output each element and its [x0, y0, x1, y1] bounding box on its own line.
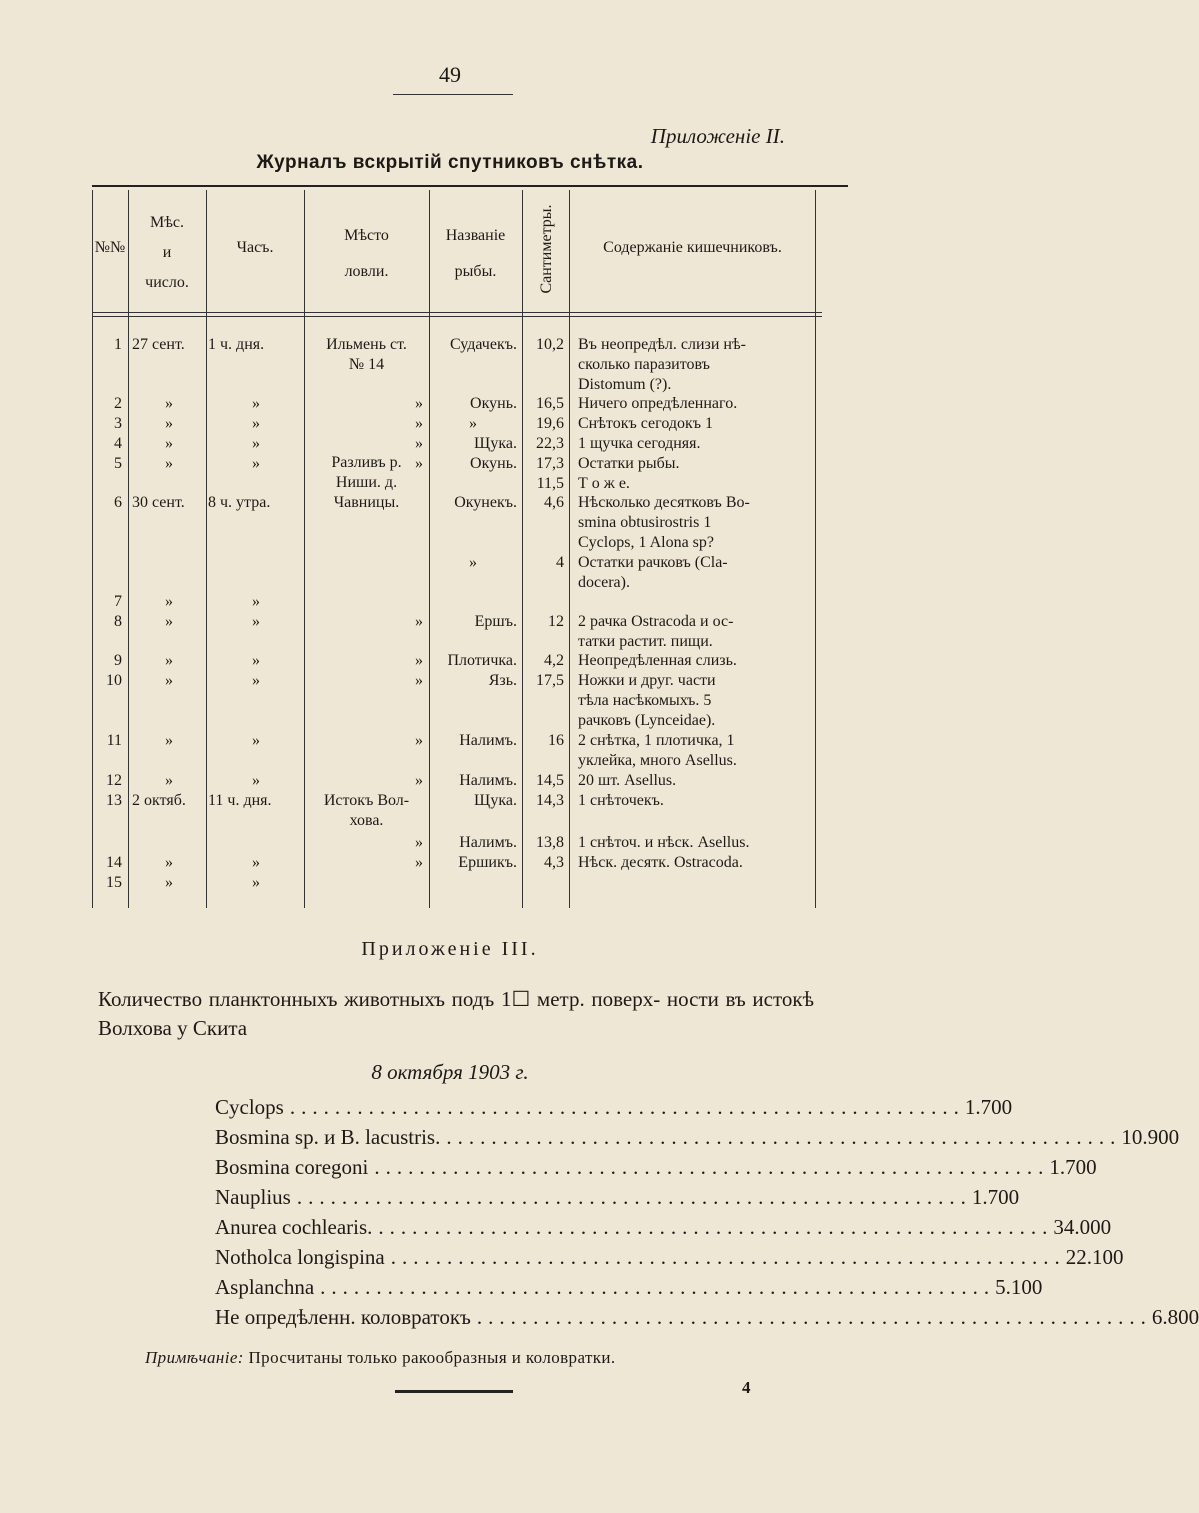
cell-date: » — [165, 395, 173, 412]
cell-contents: тѣла насѣкомыхъ. 5 — [578, 692, 712, 709]
cell-fish: » — [469, 415, 477, 432]
plankton-count: 22.100 — [1065, 1245, 1124, 1269]
leader-dots: ............................................................ — [476, 1305, 1152, 1329]
cell-place: » — [415, 613, 423, 630]
plankton-row — [215, 1245, 1124, 1275]
col-divider — [569, 190, 570, 908]
col-divider — [206, 190, 207, 908]
plankton-row — [215, 1275, 1043, 1305]
cell-cm: 10,2 — [536, 336, 564, 353]
cell-date: » — [165, 772, 173, 789]
cell-date: » — [165, 652, 173, 669]
cell-fish: Щука. — [474, 792, 517, 809]
cell-contents: 2 снѣтка, 1 плотичка, 1 — [578, 732, 735, 749]
cell-date: » — [165, 415, 173, 432]
cell-fish: Налимъ. — [459, 732, 517, 749]
cell-place: Ильмень ст. — [326, 336, 407, 353]
row-number: 6 — [114, 494, 122, 511]
leader-dots: ............................................................ — [374, 1155, 1050, 1179]
cell-date: » — [165, 732, 173, 749]
row-number: 15 — [106, 874, 122, 891]
appendix3-date: 8 октября 1903 г. — [371, 1060, 529, 1084]
cell-date: 30 сент. — [132, 494, 185, 511]
cell-contents: 1 снѣточ. и нѣск. Asellus. — [578, 834, 750, 851]
header-cm: Сантиметры. — [538, 204, 555, 294]
cell-date: » — [165, 874, 173, 891]
cell-contents: Нѣсколько десятковъ Bo- — [578, 494, 750, 511]
cell-cm: 13,8 — [536, 834, 564, 851]
leader-dots: ............................................................ — [320, 1275, 996, 1299]
row-number: 11 — [106, 732, 122, 749]
row-number: 4 — [114, 435, 122, 452]
cell-fish: Ершъ. — [474, 613, 517, 630]
plankton-name: Asplanchna — [215, 1275, 315, 1299]
plankton-row — [215, 1305, 1199, 1335]
row-number: 7 — [114, 593, 122, 610]
cell-hour: » — [252, 652, 260, 669]
cell-cm: 14,5 — [536, 772, 564, 789]
cell-hour: » — [252, 874, 260, 891]
cell-contents: Distomum (?). — [578, 376, 672, 393]
cell-cm: 16,5 — [536, 395, 564, 412]
plankton-count: 6.800 — [1151, 1305, 1199, 1329]
cell-contents: Cyclops, 1 Alona sp? — [578, 534, 714, 551]
plankton-row — [215, 1185, 1020, 1215]
cell-date: » — [165, 455, 173, 472]
cell-place: » — [415, 854, 423, 871]
plankton-count: 1.700 — [964, 1095, 1013, 1119]
cell-place: » — [415, 435, 423, 452]
plankton-name: Nauplius — [215, 1185, 291, 1209]
journal-table — [92, 190, 822, 908]
cell-cm: 14,3 — [536, 792, 564, 809]
plankton-count: 5.100 — [995, 1275, 1043, 1299]
cell-cm: 17,5 — [536, 672, 564, 689]
cell-contents: Нѣск. десятк. Ostracoda. — [578, 854, 743, 871]
plankton-count: 34.000 — [1053, 1215, 1112, 1239]
cell-place: № 14 — [348, 356, 385, 373]
plankton-name: Не опредѣленн. коловратокъ — [215, 1305, 471, 1329]
cell-fish: Окунь. — [470, 395, 517, 412]
cell-hour: » — [252, 593, 260, 610]
cell-place: Истокъ Вол- — [323, 792, 410, 809]
plankton-name: Bosmina sp. и B. lacustris. — [215, 1125, 441, 1149]
plankton-row — [215, 1125, 1180, 1155]
cell-fish: » — [469, 554, 477, 571]
header-date: Мѣс. и число. — [145, 214, 189, 291]
cell-date: 2 октяб. — [132, 792, 186, 809]
appendix3-heading: Приложеніе III. — [361, 938, 539, 960]
cell-contents: smina obtusirostris 1 — [578, 514, 712, 531]
leader-dots: ............................................................ — [390, 1245, 1066, 1269]
cell-contents: Остатки рачковъ (Cla- — [578, 554, 728, 571]
leader-dots: ............................................................ — [446, 1125, 1122, 1149]
footnote-label: Примѣчаніе: — [145, 1348, 244, 1367]
cell-hour: 1 ч. дня. — [208, 336, 265, 353]
row-number: 13 — [106, 792, 122, 809]
cell-hour: » — [252, 435, 260, 452]
cell-cm: 4,3 — [544, 854, 564, 871]
leader-dots: ............................................................ — [378, 1215, 1054, 1239]
cell-place: » — [415, 455, 423, 472]
cell-cm: 19,6 — [536, 415, 564, 432]
cell-contents: 1 щучка сегодняя. — [578, 435, 701, 452]
row-number: 8 — [114, 613, 122, 630]
cell-cm: 4,2 — [544, 652, 564, 669]
cell-contents: Неопредѣленная слизь. — [578, 652, 737, 669]
header-contents: Содержаніе кишечниковъ. — [603, 239, 782, 256]
footnote-text: Просчитаны только ракообразныя и коловратки. — [248, 1348, 616, 1367]
row-number: 10 — [106, 672, 122, 689]
cell-hour: » — [252, 395, 260, 412]
cell-fish: Судачекъ. — [449, 336, 517, 353]
cell-cm: 4 — [556, 554, 564, 571]
cell-contents: Т о ж е. — [578, 475, 630, 492]
plankton-name: Notholca longispina — [215, 1245, 385, 1269]
row-number: 1 — [114, 336, 122, 353]
cell-fish: Налимъ. — [459, 834, 517, 851]
row-number: 3 — [114, 415, 122, 432]
cell-fish: Окунь. — [470, 455, 517, 472]
cell-hour: » — [252, 415, 260, 432]
appendix3-title: Количество планктонныхъ животныхъ подъ 1☐ метр. поверх- ности въ истокѣ Волхова у Скита — [98, 987, 814, 1040]
row-number: 5 — [114, 455, 122, 472]
cell-contents: Ничего опредѣленнаго. — [578, 395, 738, 412]
cell-date: » — [165, 672, 173, 689]
header-rule — [92, 312, 822, 313]
cell-hour: 8 ч. утра. — [208, 494, 271, 511]
cell-fish: Плотичка. — [447, 652, 517, 669]
cell-contents: docera). — [578, 574, 630, 591]
cell-hour: » — [252, 772, 260, 789]
cell-place: » — [415, 772, 423, 789]
cell-place: » — [415, 834, 423, 851]
cell-date: » — [165, 854, 173, 871]
cell-contents: уклейка, много Asellus. — [578, 752, 737, 769]
plankton-name: Bosmina coregoni — [215, 1155, 369, 1179]
cell-place: Разливъ р. — [331, 454, 402, 471]
cell-hour: » — [252, 732, 260, 749]
plankton-count: 1.700 — [1049, 1155, 1097, 1179]
plankton-count: 10.900 — [1121, 1125, 1180, 1149]
leader-dots: ............................................................ — [296, 1185, 972, 1209]
sheet-signature: 4 — [742, 1378, 751, 1397]
cell-contents: Снѣтокъ сегодокъ 1 — [578, 415, 714, 432]
cell-fish: Щука. — [474, 435, 517, 452]
plankton-row — [215, 1095, 1013, 1125]
plankton-row — [215, 1215, 1112, 1245]
header-num: №№ — [94, 239, 126, 256]
header-fish: Названіе рыбы. — [445, 227, 506, 280]
end-rule — [395, 1390, 513, 1393]
cell-place: » — [415, 395, 423, 412]
cell-hour: » — [252, 613, 260, 630]
plankton-name: Cyclops — [215, 1095, 284, 1119]
page-number: 49 — [439, 62, 461, 87]
cell-place: хова. — [349, 812, 384, 829]
cell-contents: сколько паразитовъ — [578, 356, 710, 373]
cell-place: » — [415, 672, 423, 689]
title-rule — [92, 185, 848, 187]
appendix-label: Приложеніе II. — [650, 124, 785, 148]
cell-contents: татки растит. пищи. — [578, 633, 713, 650]
plankton-count: 1.700 — [971, 1185, 1020, 1209]
header-hour: Часъ. — [236, 239, 274, 256]
cell-date: 27 сент. — [132, 336, 185, 353]
cell-cm: 16 — [548, 732, 564, 749]
leader-dots: ............................................................ — [289, 1095, 965, 1119]
table-border-right — [815, 190, 816, 908]
cell-cm: 11,5 — [536, 475, 564, 492]
row-number: 14 — [106, 854, 122, 871]
cell-fish: Язь. — [488, 672, 517, 689]
header-rule — [92, 316, 822, 317]
cell-cm: 4,6 — [544, 494, 564, 511]
cell-contents: 20 шт. Asellus. — [578, 772, 677, 789]
cell-contents: Въ неопредѣл. слизи нѣ- — [578, 336, 746, 353]
cell-contents: 2 рачка Ostracoda и ос- — [578, 613, 734, 630]
cell-fish: Окунекъ. — [454, 494, 517, 511]
footnote — [145, 1348, 616, 1368]
cell-place: Ниши. д. — [335, 474, 398, 491]
cell-hour: » — [252, 455, 260, 472]
cell-date: » — [165, 613, 173, 630]
cell-contents: Остатки рыбы. — [578, 455, 680, 472]
cell-fish: Ершикъ. — [458, 854, 517, 871]
header-place: Мѣсто ловли. — [344, 227, 389, 280]
cell-hour: » — [252, 672, 260, 689]
page-number-rule — [393, 94, 513, 95]
plankton-name: Anurea cochlearis. — [215, 1215, 373, 1239]
plankton-row — [215, 1155, 1097, 1185]
row-number: 12 — [106, 772, 122, 789]
cell-place: Чавницы. — [333, 494, 400, 511]
cell-cm: 17,3 — [536, 455, 564, 472]
table-title: Журналъ вскрытій спутниковъ снѣтка. — [256, 152, 644, 173]
cell-place: » — [415, 415, 423, 432]
cell-hour: 11 ч. дня. — [208, 792, 272, 809]
cell-cm: 22,3 — [536, 435, 564, 452]
cell-date: » — [165, 435, 173, 452]
row-number: 2 — [114, 395, 122, 412]
cell-date: » — [165, 593, 173, 610]
row-number: 9 — [114, 652, 122, 669]
cell-place: » — [415, 652, 423, 669]
cell-place: » — [415, 732, 423, 749]
cell-cm: 12 — [548, 613, 564, 630]
cell-contents: 1 снѣточекъ. — [578, 792, 664, 809]
cell-fish: Налимъ. — [459, 772, 517, 789]
cell-contents: Ножки и друг. части — [578, 672, 716, 689]
cell-hour: » — [252, 854, 260, 871]
cell-contents: рачковъ (Lynceidae). — [578, 712, 716, 729]
